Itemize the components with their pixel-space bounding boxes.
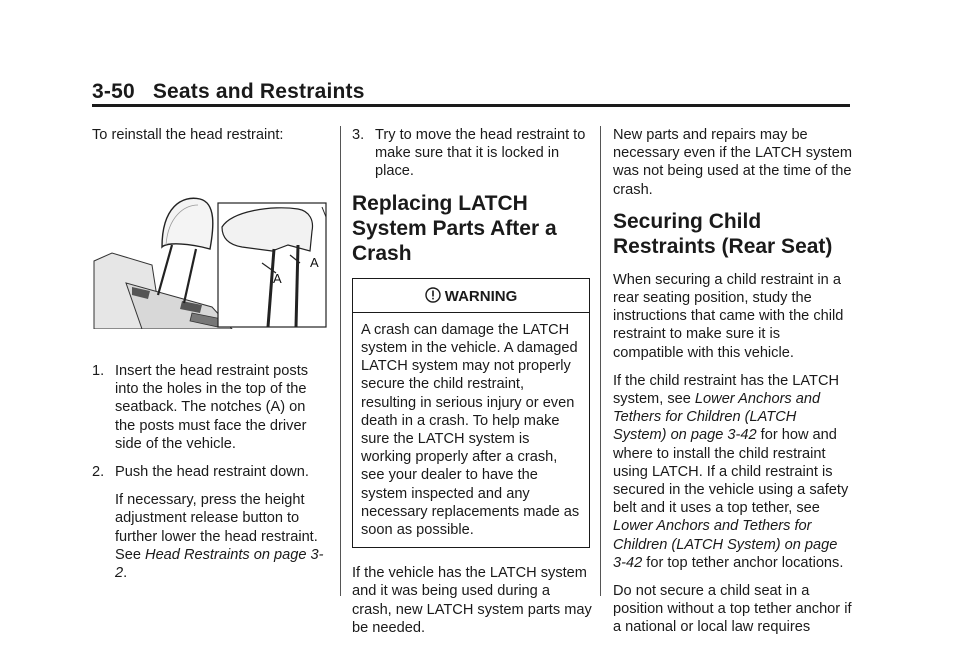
paragraph: [613, 372, 853, 572]
paragraph-text: for top tether anchor locations.: [642, 554, 844, 571]
step-number: 1.: [92, 363, 105, 379]
list-item: [92, 463, 324, 481]
head-restraint: [162, 198, 213, 249]
column-divider: [600, 126, 601, 596]
column-divider: [340, 126, 341, 596]
paragraph-text: If the child restraint has the LATCH system, see: [613, 372, 840, 408]
paragraph: Do not secure a child seat in a position without a top tether anchor if a national or local law requires: [613, 583, 852, 636]
post-right: [184, 249, 196, 303]
paragraph: New parts and repairs may be necessary even if the LATCH system was not being used at the time of the crash.: [613, 127, 852, 198]
inset-post-right: [296, 245, 298, 327]
step-text: Push the head restraint down.: [115, 464, 309, 481]
section-title: Seats and Restraints: [152, 80, 365, 103]
step-subtext: [92, 491, 324, 582]
list-item: [352, 126, 592, 181]
header-rule: [92, 104, 850, 107]
warning-label: WARNING: [444, 287, 518, 305]
section-heading: Replacing LATCH System Parts After a Crash: [352, 191, 557, 265]
subtext-end: .: [123, 565, 128, 582]
list-item: [92, 362, 324, 453]
cross-reference-link[interactable]: Lower Anchors and Tethers for Children (LATCH System) on page 3-42: [613, 391, 821, 444]
column-3: [613, 126, 853, 647]
column-1: [92, 126, 324, 154]
intro-text: To reinstall the head restraint:: [92, 127, 284, 143]
page-header: [92, 80, 365, 104]
head-restraint-illustration: [92, 187, 328, 329]
cross-reference-link[interactable]: Lower Anchors and Tethers for Children (LATCH System) on page 3-42: [613, 518, 838, 571]
paragraph: When securing a child restraint in a rear seating position, study the instructions that came with the child restraint to make sure it is compatible with this vehicle.: [613, 271, 844, 361]
warning-box: [352, 278, 590, 549]
step-text: Insert the head restraint posts into the holes in the top of the seatback. The notches (A) on the posts must face the driver side of the vehicle.: [115, 363, 309, 452]
subtext-body: If necessary, press the height adjustment release button to further lower the head restraint. See: [115, 492, 318, 563]
paragraph-text: for how and where to install the child restraint using LATCH. If a child restraint is secured in the vehicle using a safety belt and it uses a top tether, see: [613, 427, 849, 517]
warning-icon: [425, 287, 441, 303]
head-restraint-figure: [92, 187, 328, 329]
notch-label: A: [273, 271, 282, 286]
cross-reference-link[interactable]: Head Restraints on page 3-2: [115, 546, 324, 582]
step-number: 3.: [352, 127, 365, 143]
section-heading: Securing Child Restraints (Rear Seat): [613, 209, 833, 258]
page-number: 3-50: [92, 80, 135, 103]
column-1-steps: [92, 362, 324, 592]
notch-label: A: [310, 255, 319, 270]
warning-header: [353, 279, 589, 313]
column-2: [352, 126, 592, 647]
step-number: 2.: [92, 464, 105, 481]
paragraph: If the vehicle has the LATCH system and it was being used during a crash, new LATCH system parts may be needed.: [352, 565, 592, 636]
post-left: [158, 245, 172, 295]
warning-text: A crash can damage the LATCH system in the vehicle. A damaged LATCH system may not properly secure the child restraint, resulting in serious injury or even death in a crash. To help make sure the LATCH system is working properly after a crash, see your dealer to have the system inspected and any necessary replacements made as soon as possible.: [361, 321, 580, 539]
step-text: Try to move the head restraint to make sure that it is locked in place.: [375, 127, 586, 180]
